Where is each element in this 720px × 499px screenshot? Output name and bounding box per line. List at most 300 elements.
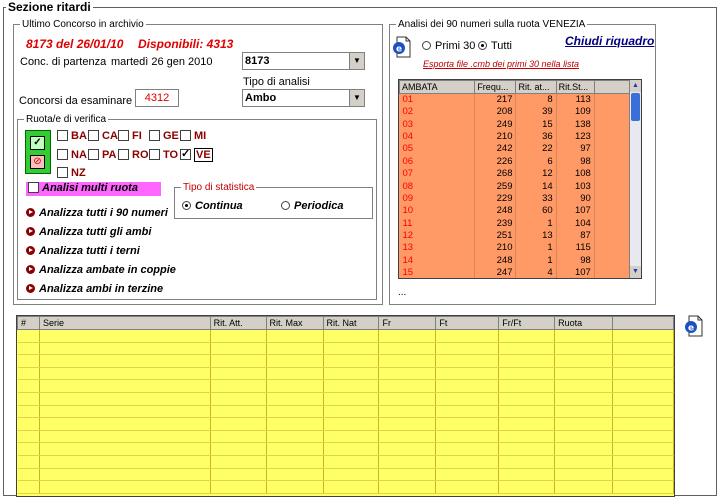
cell-rit-attuale: 4 (516, 267, 556, 279)
start-draw-combo[interactable] (242, 52, 365, 70)
draws-to-examine-label: Concorsi da esaminare (19, 95, 133, 107)
cell-rit-storico: 123 (556, 131, 594, 143)
multi-wheel-label: Analisi multi ruota (42, 182, 138, 194)
table-cell (210, 418, 266, 431)
table-cell (39, 380, 210, 393)
cell-rit-storico: 103 (556, 180, 594, 192)
table-cell (379, 418, 436, 431)
table-row[interactable] (400, 118, 630, 130)
table-cell (499, 392, 555, 405)
table-cell (555, 405, 613, 418)
col-frequenza[interactable]: Frequ... (475, 81, 516, 94)
table-cell (436, 330, 499, 343)
cell-spacer (594, 118, 629, 130)
cell-rit-storico: 98 (556, 156, 594, 168)
table-cell (18, 468, 40, 481)
table-cell (18, 418, 40, 431)
table-cell (323, 468, 379, 481)
cell-spacer (594, 193, 629, 205)
cell-ambata: 05 (400, 143, 475, 155)
table-cell (379, 380, 436, 393)
table-row[interactable] (400, 230, 630, 242)
table-cell (323, 355, 379, 368)
table-cell (39, 443, 210, 456)
venezia-scrollbar[interactable] (629, 80, 641, 278)
cell-frequenza: 268 (475, 168, 516, 180)
table-cell (613, 418, 674, 431)
table-row[interactable] (18, 443, 674, 456)
table-cell (266, 455, 323, 468)
start-draw-combo-value: 8173 (245, 55, 270, 67)
table-row[interactable] (18, 330, 674, 343)
table-cell (499, 355, 555, 368)
wheel-checkbox-na[interactable]: NA (57, 149, 87, 161)
table-cell (555, 430, 613, 443)
table-row[interactable] (400, 143, 630, 155)
table-cell (613, 367, 674, 380)
analyze-all-numbers-button[interactable]: Analizza tutti i 90 numeri (26, 207, 168, 219)
table-row[interactable] (400, 205, 630, 217)
wheel-checkbox-nz[interactable]: NZ (57, 167, 86, 179)
table-cell (266, 443, 323, 456)
cell-frequenza: 210 (475, 242, 516, 254)
table-cell (39, 367, 210, 380)
chevron-down-icon[interactable]: ▼ (349, 90, 364, 106)
col-spacer (594, 81, 629, 94)
table-cell (39, 455, 210, 468)
document-export-icon[interactable] (392, 36, 412, 58)
stat-type-periodica-radio[interactable]: Periodica (281, 200, 344, 212)
export-cmb-link[interactable]: Esporta file .cmb dei primi 30 nella lista (423, 59, 580, 69)
table-cell (266, 342, 323, 355)
table-cell (436, 418, 499, 431)
table-cell (39, 468, 210, 481)
table-cell (499, 405, 555, 418)
table-cell (436, 430, 499, 443)
cell-spacer (594, 168, 629, 180)
table-cell (323, 430, 379, 443)
table-cell (210, 455, 266, 468)
table-cell (613, 468, 674, 481)
cell-ambata: 02 (400, 106, 475, 118)
cell-rit-storico: 87 (556, 230, 594, 242)
cell-rit-attuale: 12 (516, 168, 556, 180)
table-cell (323, 367, 379, 380)
table-cell (210, 367, 266, 380)
col-index[interactable]: # (18, 317, 40, 330)
table-row[interactable] (18, 392, 674, 405)
table-cell (210, 481, 266, 494)
table-cell (613, 392, 674, 405)
table-cell (436, 468, 499, 481)
table-cell (379, 392, 436, 405)
table-cell (18, 481, 40, 494)
table-cell (39, 430, 210, 443)
table-cell (379, 430, 436, 443)
wheel-checkbox-ro[interactable]: RO (118, 149, 149, 161)
table-cell (555, 481, 613, 494)
cell-frequenza: 249 (475, 118, 516, 130)
table-cell (266, 481, 323, 494)
table-cell (18, 330, 40, 343)
analyze-all-triples-button[interactable]: Analizza tutti i terni (26, 245, 140, 257)
table-row[interactable] (18, 430, 674, 443)
table-row[interactable] (400, 255, 630, 267)
table-cell (266, 367, 323, 380)
available-count: Disponibili: 4313 (138, 37, 234, 51)
table-cell (613, 430, 674, 443)
cell-frequenza: 229 (475, 193, 516, 205)
cell-spacer (594, 218, 629, 230)
cell-spacer (594, 143, 629, 155)
cell-spacer (594, 255, 629, 267)
table-cell (436, 443, 499, 456)
table-cell (379, 355, 436, 368)
chevron-down-icon[interactable]: ▼ (349, 53, 364, 69)
cell-frequenza: 239 (475, 218, 516, 230)
table-cell (555, 468, 613, 481)
table-row[interactable] (400, 156, 630, 168)
table-cell (379, 468, 436, 481)
venezia-table-header (400, 81, 630, 94)
table-cell (18, 355, 40, 368)
cell-ambata: 11 (400, 218, 475, 230)
cell-frequenza: 248 (475, 255, 516, 267)
col-rit-attuale[interactable]: Rit. at... (516, 81, 556, 94)
cell-rit-storico: 90 (556, 193, 594, 205)
table-row[interactable] (400, 267, 630, 279)
table-cell (379, 481, 436, 494)
cell-rit-storico: 138 (556, 118, 594, 130)
cell-ambata: 10 (400, 205, 475, 217)
table-cell (323, 380, 379, 393)
table-cell (555, 380, 613, 393)
table-cell (613, 443, 674, 456)
table-cell (18, 430, 40, 443)
table-cell (266, 392, 323, 405)
col-fr-ft[interactable]: Fr/Ft (499, 317, 555, 330)
table-cell (555, 367, 613, 380)
cell-ambata: 03 (400, 118, 475, 130)
table-cell (436, 380, 499, 393)
cell-rit-attuale: 1 (516, 255, 556, 267)
wheel-checkbox-ge[interactable]: GE (149, 130, 179, 142)
cell-frequenza: 208 (475, 106, 516, 118)
table-cell (266, 468, 323, 481)
table-cell (499, 367, 555, 380)
table-cell (323, 418, 379, 431)
col-serie[interactable]: Serie (39, 317, 210, 330)
last-draw-legend: Ultimo Concorso in archivio (22, 19, 144, 30)
primi30-radio[interactable]: Primi 30 (422, 40, 475, 52)
table-cell (266, 418, 323, 431)
table-cell (499, 455, 555, 468)
wheel-checkbox-mi[interactable]: MI (180, 130, 206, 142)
cell-ambata: 09 (400, 193, 475, 205)
cell-rit-storico: 113 (556, 94, 594, 107)
col-fr[interactable]: Fr (379, 317, 436, 330)
table-cell (39, 405, 210, 418)
wheel-checkbox-ca[interactable]: CA (88, 130, 118, 142)
cell-rit-storico: 107 (556, 267, 594, 279)
cell-rit-storico: 104 (556, 218, 594, 230)
table-cell (18, 392, 40, 405)
col-rit-att[interactable]: Rit. Att. (210, 317, 266, 330)
col-ambata[interactable]: AMBATA (400, 81, 475, 94)
cell-spacer (594, 94, 629, 107)
table-cell (18, 380, 40, 393)
table-cell (613, 342, 674, 355)
table-cell (379, 443, 436, 456)
cell-ambata: 06 (400, 156, 475, 168)
venezia-table (398, 79, 642, 279)
table-cell (499, 342, 555, 355)
cell-spacer (594, 205, 629, 217)
multi-wheel-checkbox[interactable] (26, 182, 161, 196)
col-ruota[interactable]: Ruota (555, 317, 613, 330)
table-cell (39, 342, 210, 355)
svg-text:e: e (395, 44, 403, 55)
table-cell (39, 355, 210, 368)
analyze-ambi-triples-button[interactable]: Analizza ambi in terzine (26, 283, 163, 295)
wheel-checkbox-pa[interactable]: PA (88, 149, 116, 161)
table-cell (555, 355, 613, 368)
table-row[interactable] (18, 355, 674, 368)
analysis-type-combo[interactable] (242, 89, 365, 107)
cell-rit-attuale: 22 (516, 143, 556, 155)
table-cell (210, 380, 266, 393)
cell-frequenza: 210 (475, 131, 516, 143)
table-cell (555, 342, 613, 355)
table-cell (379, 455, 436, 468)
table-row[interactable] (18, 468, 674, 481)
cell-spacer (594, 180, 629, 192)
results-table (16, 315, 675, 497)
cell-rit-attuale: 6 (516, 156, 556, 168)
table-cell (210, 330, 266, 343)
analyze-all-pairs-button[interactable]: Analizza tutti gli ambi (26, 226, 151, 238)
table-cell (436, 367, 499, 380)
table-cell (266, 430, 323, 443)
cell-frequenza: 242 (475, 143, 516, 155)
last-draw-number: 8173 del 26/01/10 (26, 37, 124, 51)
scroll-down-icon[interactable]: ▼ (630, 266, 641, 278)
cell-rit-attuale: 36 (516, 131, 556, 143)
table-row[interactable] (18, 405, 674, 418)
table-cell (323, 455, 379, 468)
table-cell (323, 342, 379, 355)
table-row[interactable] (400, 218, 630, 230)
table-cell (210, 342, 266, 355)
document-export-icon[interactable] (684, 315, 704, 337)
table-cell (323, 443, 379, 456)
cell-rit-attuale: 1 (516, 242, 556, 254)
start-draw-date: martedì 26 gen 2010 (111, 56, 213, 68)
cell-rit-storico: 98 (556, 255, 594, 267)
venezia-legend: Analisi dei 90 numeri sulla ruota VENEZIA (398, 19, 586, 30)
wheel-checkbox-to[interactable]: TO (149, 149, 178, 161)
svg-text:e: e (687, 323, 695, 334)
cell-frequenza: 226 (475, 156, 516, 168)
cell-ambata: 12 (400, 230, 475, 242)
cell-rit-attuale: 13 (516, 230, 556, 242)
table-row[interactable] (400, 180, 630, 192)
wheel-checkbox-fi[interactable]: FI (118, 130, 142, 142)
cell-ambata: 14 (400, 255, 475, 267)
col-extra[interactable] (613, 317, 674, 330)
table-cell (379, 405, 436, 418)
cell-rit-attuale: 33 (516, 193, 556, 205)
table-cell (379, 367, 436, 380)
wheel-checkbox-ba[interactable]: BA (57, 130, 87, 142)
table-cell (39, 481, 210, 494)
table-cell (499, 380, 555, 393)
cell-spacer (594, 230, 629, 242)
table-cell (323, 481, 379, 494)
table-cell (436, 481, 499, 494)
table-cell (436, 392, 499, 405)
table-cell (499, 330, 555, 343)
table-row[interactable] (400, 94, 630, 107)
col-ft[interactable]: Ft (436, 317, 499, 330)
analyze-ambate-pairs-button[interactable]: Analizza ambate in coppie (26, 264, 176, 276)
table-cell (210, 392, 266, 405)
table-cell (613, 481, 674, 494)
table-cell (555, 443, 613, 456)
table-cell (555, 418, 613, 431)
col-rit-max[interactable]: Rit. Max (266, 317, 323, 330)
table-cell (499, 468, 555, 481)
table-cell (379, 330, 436, 343)
cell-rit-storico: 109 (556, 106, 594, 118)
stat-type-continua-radio[interactable]: Continua (182, 200, 243, 212)
table-cell (436, 342, 499, 355)
cell-spacer (594, 156, 629, 168)
draws-to-examine-input[interactable]: 4312 (135, 89, 179, 107)
table-cell (379, 342, 436, 355)
table-cell (555, 455, 613, 468)
table-cell (18, 443, 40, 456)
results-table-header (18, 317, 674, 330)
table-cell (613, 355, 674, 368)
cell-rit-storico: 97 (556, 143, 594, 155)
cell-spacer (594, 267, 629, 279)
cell-spacer (594, 242, 629, 254)
table-cell (499, 430, 555, 443)
col-rit-storico[interactable]: Rit.St... (556, 81, 594, 94)
cell-rit-storico: 108 (556, 168, 594, 180)
wheel-checkbox-ve[interactable]: ✓ VE (180, 149, 213, 161)
cell-ambata: 01 (400, 94, 475, 107)
start-draw-label: Conc. di partenza (20, 56, 107, 68)
cell-spacer (594, 131, 629, 143)
cell-frequenza: 217 (475, 94, 516, 107)
table-row[interactable] (400, 106, 630, 118)
table-cell (210, 355, 266, 368)
uncheck-all-icon[interactable]: ⊘ (30, 155, 45, 169)
cell-frequenza: 251 (475, 230, 516, 242)
table-cell (613, 455, 674, 468)
table-cell (323, 392, 379, 405)
table-row[interactable] (18, 455, 674, 468)
section-title: Sezione ritardi (8, 0, 91, 14)
analysis-type-label: Tipo di analisi (243, 76, 310, 88)
stat-type-legend: Tipo di statistica (183, 182, 255, 193)
table-cell (613, 405, 674, 418)
table-cell (210, 405, 266, 418)
cell-rit-storico: 115 (556, 242, 594, 254)
cell-rit-attuale: 1 (516, 218, 556, 230)
table-cell (613, 330, 674, 343)
table-cell (436, 405, 499, 418)
cell-rit-attuale: 60 (516, 205, 556, 217)
cell-rit-attuale: 39 (516, 106, 556, 118)
table-cell (18, 405, 40, 418)
table-cell (555, 330, 613, 343)
table-cell (499, 443, 555, 456)
wheel-toggle-box (25, 130, 51, 174)
table-cell (18, 455, 40, 468)
table-row[interactable] (400, 131, 630, 143)
close-panel-link[interactable]: Chiudi riquadro (565, 34, 655, 48)
wheels-legend: Ruota/e di verifica (26, 114, 107, 125)
table-cell (555, 392, 613, 405)
table-row[interactable] (400, 193, 630, 205)
table-cell (499, 418, 555, 431)
table-cell (613, 380, 674, 393)
table-cell (210, 443, 266, 456)
table-cell (436, 355, 499, 368)
cell-spacer (594, 106, 629, 118)
table-row[interactable] (18, 367, 674, 380)
cell-rit-attuale: 14 (516, 180, 556, 192)
cell-ambata: 07 (400, 168, 475, 180)
table-cell (210, 468, 266, 481)
table-cell (266, 355, 323, 368)
cell-ambata: 04 (400, 131, 475, 143)
venezia-footer: ... (398, 287, 407, 298)
cell-frequenza: 247 (475, 267, 516, 279)
table-row[interactable] (400, 168, 630, 180)
table-row[interactable] (18, 418, 674, 431)
tutti-radio[interactable]: Tutti (478, 40, 512, 52)
table-row[interactable] (400, 242, 630, 254)
table-cell (266, 330, 323, 343)
table-cell (210, 430, 266, 443)
table-row[interactable] (18, 342, 674, 355)
cell-frequenza: 259 (475, 180, 516, 192)
cell-ambata: 08 (400, 180, 475, 192)
cell-rit-storico: 107 (556, 205, 594, 217)
cell-rit-attuale: 8 (516, 94, 556, 107)
table-row[interactable] (18, 481, 674, 494)
table-cell (266, 405, 323, 418)
table-cell (18, 342, 40, 355)
scroll-up-icon[interactable]: ▲ (630, 80, 641, 92)
table-cell (39, 392, 210, 405)
cell-ambata: 15 (400, 267, 475, 279)
table-cell (436, 455, 499, 468)
cell-frequenza: 248 (475, 205, 516, 217)
analysis-type-value: Ambo (245, 92, 277, 104)
table-cell (323, 330, 379, 343)
scroll-thumb[interactable] (631, 93, 640, 121)
check-all-icon[interactable]: ✓ (30, 136, 45, 150)
table-row[interactable] (18, 380, 674, 393)
col-rit-nat[interactable]: Rit. Nat (323, 317, 379, 330)
cell-ambata: 13 (400, 242, 475, 254)
table-cell (499, 481, 555, 494)
